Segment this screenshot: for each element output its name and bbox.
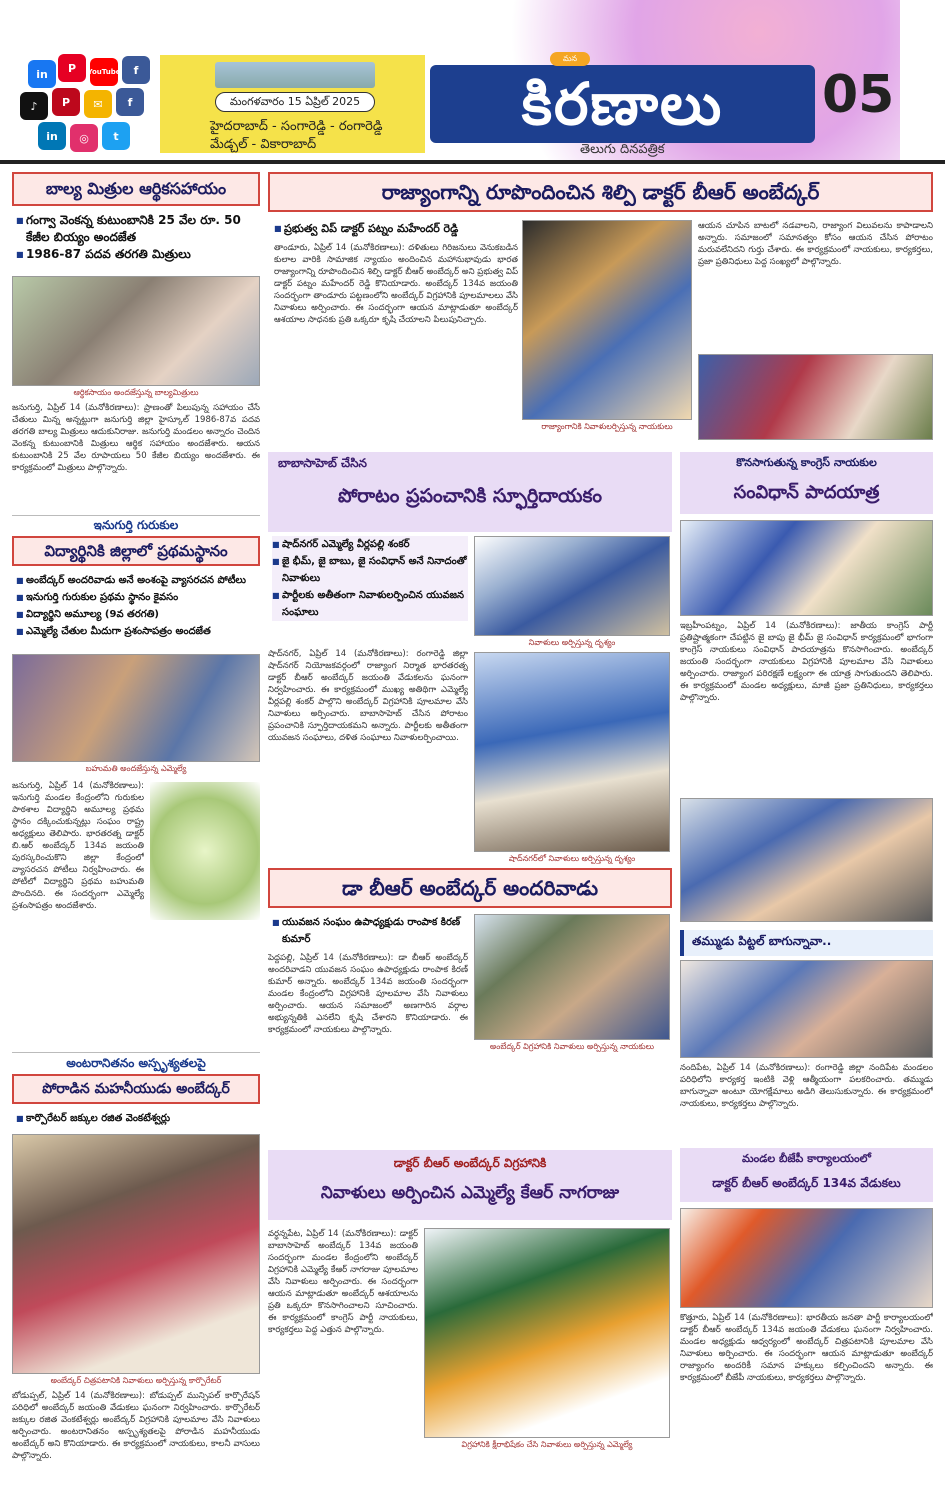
landmark-illustration bbox=[215, 62, 375, 88]
instagram-icon: ◎ bbox=[70, 124, 98, 152]
story-photo bbox=[12, 654, 260, 762]
photo-caption: నివాళులు అర్పిస్తున్న దృశ్యం bbox=[528, 638, 616, 647]
newspaper-logo: కిరణాలు bbox=[430, 65, 815, 143]
story-banner bbox=[268, 452, 672, 532]
story-body: బోడుప్పల్, ఏప్రిల్ 14 (మనోకిరణాలు): బోడుప్పల్ మున్సిపల్ కార్పొరేషన్ పరిధిలో అంబేద్కర్ జయంతి వేడుకలు ఘనంగా నిర్వహించారు. కార్పొరేటర్ జక్కుల రజిత వెంకటేశ్వర్లు అంబేద్కర్ విగ్రహానికి పూలమాల వేసి నివాళులు అర్పించారు. అంటరానితనం అస్పృశ్యతలపై పోరాడిన మహనీయుడు అంబేద్కర్ అని కొనియాడారు. ఈ కార్యక్రమంలో నాయకులు, కాలనీ వాసులు పాల్గొన్నారు. bbox=[12, 1391, 260, 1461]
center-column bbox=[268, 452, 672, 1472]
bullet-item: ■ జై భీమ్, జై బాబు, జై సంవిధాన్ అనే నినాదంతో నివాళులు bbox=[272, 553, 468, 587]
story-photo-2 bbox=[680, 798, 933, 922]
facebook-icon-2: f bbox=[116, 88, 144, 116]
story-body: ఇబ్రహీంపట్నం, ఏప్రిల్ 14 (మనోకిరణాలు): జాతీయ కాంగ్రెస్ పార్టీ ప్రతిష్టాత్మకంగా చేపట్టిన జై బాపు జై భీమ్ జై సంవిధాన్ కార్యక్రమంలో భాగంగా కాంగ్రెస్ నాయకులు సంవిధాన్ పాదయాత్రను కొనసాగించారు. అంబేద్కర్ జయంతి సందర్భంగా నాయకులు విగ్రహానికి పూలమాల వేసి నివాళులు అర్పించారు. రాజ్యాంగ పరిరక్షణే లక్ష్యంగా ఈ యాత్ర సాగుతుందని తెలిపారు. ఈ కార్యక్రమంలో మండల అధ్యక్షులు, మాజీ ప్రజా ప్రతినిధులు, కార్యకర్తలు పాల్గొన్నారు. bbox=[680, 621, 933, 703]
story-body: షాద్‌నగర్, ఏప్రిల్ 14 (మనోకిరణాలు): రంగారెడ్డి జిల్లా షాద్‌నగర్ నియోజకవర్గంలో రాజ్యాంగ నిర్మాత భారతరత్న డాక్టర్ బీఆర్ అంబేద్కర్ జయంతి వేడుకలను ఘనంగా నిర్వహించారు. ఈ కార్యక్రమంలో ముఖ్య అతిథిగా ఎమ్మెల్యే వీర్లపల్లి శంకర్ పాల్గొని అంబేద్కర్ విగ్రహానికి పూలమాల వేసి నివాళులు అర్పించారు. బాబాసాహెబ్ చేసిన పోరాటం ప్రపంచానికి స్ఫూర్తిదాయకమని అన్నారు. పార్టీలకు అతీతంగా యువజన సంఘాలు, దళిత సంఘాలు నివాళులర్పించాయి. bbox=[268, 649, 468, 743]
story-body: జనుగుర్తి, ఏప్రిల్ 14 (మనోకిరణాలు): ప్రాణంతో పిలుపున్న సహాయం చేసే చేతులు మిన్న అన్నట్టుగా జనుగుర్తి జిల్లా హైస్కూల్ 1986-87వ పదవ తరగతి బాల్య మిత్రులు ఆదుకునిరాజు. జనుగుర్తి మండలం అన్నారం చెందిన వెంకన్న కుటుంబానికి మిత్రులు ఆర్థిక సహాయం అందజేశారు. ఆయన కుటుంబానికి 25 వేల రూపాయలు 50 కేజీల బియ్యం అందజేశారు. ఈ కార్యక్రమంలో మిత్రులు పాల్గొన్నారు. bbox=[12, 403, 260, 473]
story-headline: విద్యార్థినికి జిల్లాలో ప్రథమస్థానం bbox=[12, 536, 260, 566]
story-headline: నివాళులు అర్పించిన ఎమ్మెల్యే కేఆర్ నాగరాజు bbox=[320, 1183, 620, 1203]
divider bbox=[12, 515, 260, 516]
story-headline: తమ్ముడు పిట్టల్ బాగున్నావా.. bbox=[680, 930, 933, 956]
issue-date: మంగళవారం 15 ఏప్రిల్ 2025 bbox=[215, 92, 375, 112]
bullet-item: ■ 1986-87 పదవ తరగతి మిత్రులు bbox=[16, 246, 256, 263]
twitter-icon: t bbox=[102, 122, 130, 150]
story-kicker: బాబాసాహెబ్ చేసిన bbox=[278, 456, 367, 470]
lead-story bbox=[268, 172, 933, 442]
story-banner bbox=[680, 1148, 933, 1202]
story-headline: బాల్య మిత్రుల ఆర్థికసహాయం bbox=[12, 172, 260, 206]
bullet-item: ■ షాద్‌నగర్ ఎమ్మెల్యే వీర్లపల్లి శంకర్ bbox=[272, 536, 468, 553]
social-media-cubes bbox=[18, 50, 168, 160]
bullet-item: ■ ఇనుగుర్తి గురుకుల ప్రథమ స్థానం కైవసం bbox=[16, 589, 256, 606]
masthead-rule bbox=[0, 160, 945, 164]
story-photo-2 bbox=[474, 652, 670, 852]
page-number: 05 bbox=[822, 65, 895, 125]
tiktok-icon: ♪ bbox=[20, 92, 48, 120]
story-photo bbox=[12, 276, 260, 386]
bullet-item: ■ విద్యార్థిని అమూల్య (9వ తరగతి) bbox=[16, 606, 256, 623]
story-body: జనుగుర్తి, ఏప్రిల్ 14 (మనోకిరణాలు): ఇనుగుర్తి మండల కేంద్రంలోని గురుకుల పాఠశాల విద్యార్థిని అమూల్య ప్రథమ స్థానం దక్కించుకున్నట్లు సంఘం రాష్ట్ర అధ్యక్షులు తెలిపారు. భారతరత్న డాక్టర్ బి.ఆర్ అంబేద్కర్ 134వ జయంతి పురస్కరించుకొని జిల్లా కేంద్రంలో వ్యాసరచన పోటీలు నిర్వహించారు. ఈ పోటీలో విద్యార్థిని ప్రథమ బహుమతి పొందినది. ఈ సందర్భంగా ఎమ్మెల్యే ప్రశంసాపత్రం అందజేశారు. bbox=[12, 781, 144, 911]
photo-caption: విగ్రహానికి క్షీరాభిషేకం చేసి నివాళులు అర్పిస్తున్న ఎమ్మెల్యే bbox=[461, 1440, 633, 1449]
photo-caption: బహుమతి అందజేస్తున్న ఎమ్మెల్యే bbox=[85, 764, 187, 773]
story-body: నందిపేట, ఏప్రిల్ 14 (మనోకిరణాలు): రంగారెడ్డి జిల్లా నందిపేట మండలం పరిధిలోని కార్యకర్త ఇంటికి వెళ్లి ఆత్మీయంగా పలకరించారు. తమ్ముడు బాగున్నావా అంటూ యోగక్షేమాలు అడిగి తెలుసుకున్నారు. ఈ కార్యక్రమంలో నాయకులు, కార్యకర్తలు పాల్గొన్నారు. bbox=[680, 1063, 933, 1109]
story-body: కొత్తూరు, ఏప్రిల్ 14 (మనోకిరణాలు): భారతీయ జనతా పార్టీ కార్యాలయంలో డాక్టర్ బీఆర్ అంబేద్కర్ 134వ జయంతి వేడుకలు ఘనంగా నిర్వహించారు. మండల అధ్యక్షుడు ఆధ్వర్యంలో అంబేద్కర్ చిత్రపటానికి పూలమాల వేసి నివాళులు అర్పించారు. ఈ సందర్భంగా ఆయన మాట్లాడుతూ అంబేద్కర్ రాజ్యాంగం అందరికీ సమాన హక్కులు కల్పించిందని అన్నారు. ఈ కార్యక్రమంలో బీజేపీ నాయకులు, కార్యకర్తలు పాల్గొన్నారు. bbox=[680, 1313, 933, 1383]
cities-line-1: హైదరాబాద్ - సంగారెడ్డి - రంగారెడ్డి bbox=[210, 119, 383, 134]
story-headline: డాక్టర్ బీఆర్ అంబేద్కర్ 134వ వేడుకలు bbox=[712, 1176, 901, 1190]
bullet-item: ■ ప్రభుత్వ విప్ డాక్టర్ పట్నం మహేందర్ రెడ్డి bbox=[274, 220, 514, 237]
lead-photo-main bbox=[522, 220, 692, 420]
story-kicker: కొనసాగుతున్న కాంగ్రెస్ నాయకుల bbox=[736, 456, 877, 469]
pinterest-icon: P bbox=[58, 54, 86, 82]
leaf-silhouette-illustration bbox=[150, 782, 260, 920]
story-headline: పోరాటం ప్రపంచానికి స్ఫూర్తిదాయకం bbox=[337, 485, 603, 507]
bullet-item: ■ గంగ్వా వెంకన్న కుటుంబానికి 25 వేల రూ. 50 కేజీల బియ్యం అందజేత bbox=[16, 212, 256, 246]
bullet-item: ■ కార్పొరేటర్ జక్కుల రజిత వెంకటేశ్వర్లు bbox=[16, 1110, 256, 1127]
story-headline: పోరాడిన మహనీయుడు అంబేద్కర్ bbox=[12, 1074, 260, 1104]
story-banner bbox=[268, 1150, 672, 1220]
story-photo bbox=[12, 1134, 260, 1374]
story-bullets bbox=[272, 536, 468, 621]
story-photo bbox=[680, 520, 933, 616]
left-column bbox=[12, 172, 260, 1472]
photo-caption: రాజ్యాంగానికి నివాళులర్పిస్తున్న నాయకులు bbox=[541, 422, 673, 431]
lead-body-2: ఆయన చూపిన బాటలో నడవాలని, రాజ్యాంగ విలువలను కాపాడాలని అన్నారు. సమాజంలో సమానత్వం కోసం ఆయన చేసిన పోరాటం మరువలేనిదని గుర్తు చేశారు. ఈ కార్యక్రమంలో నాయకులు, కార్యకర్తలు, ప్రజా ప్రతినిధులు పెద్ద సంఖ్యలో పాల్గొన్నారు. bbox=[698, 221, 933, 267]
linkedin-icon-2: in bbox=[38, 122, 66, 150]
story-kicker: అంటరానితనం అస్పృశ్యతలపై bbox=[66, 1056, 206, 1070]
linkedin-icon: in bbox=[28, 60, 56, 88]
story-body: వర్ధన్నపేట, ఏప్రిల్ 14 (మనోకిరణాలు): డాక్టర్ బాబాసాహెబ్ అంబేద్కర్ 134వ జయంతి సందర్భంగా మండల కేంద్రంలోని అంబేద్కర్ విగ్రహానికి ఎమ్మెల్యే కేఆర్ నాగరాజు పూలమాల వేసి నివాళులు అర్పించారు. ఈ సందర్భంగా ఆయన మాట్లాడుతూ అంబేద్కర్ ఆశయాలను ప్రతి ఒక్కరూ కొనసాగించాలని సూచించారు. ఈ కార్యక్రమంలో కాంగ్రెస్ పార్టీ నాయకులు, కార్యకర్తలు పెద్ద ఎత్తున పాల్గొన్నారు. bbox=[268, 1229, 418, 1335]
story-headline: డా బీఆర్ అంబేద్కర్ అందరివాడు bbox=[268, 868, 672, 908]
story-banner bbox=[680, 452, 933, 514]
bullet-item: ■ యువజన సంఘం ఉపాధ్యక్షుడు రాంపాక కిరణ్ కుమార్ bbox=[272, 914, 468, 948]
divider bbox=[12, 1052, 260, 1053]
story-bullets bbox=[16, 572, 256, 640]
mail-icon: ✉ bbox=[84, 90, 112, 118]
lead-photo-2 bbox=[698, 354, 933, 440]
photo-caption: అంబేద్కర్ చిత్రపటానికి నివాళులు అర్పిస్తున్న కార్పొరేటర్ bbox=[50, 1376, 222, 1385]
photo-caption: షాద్‌నగర్‌లో నివాళులు అర్పిస్తున్న దృశ్యం bbox=[508, 854, 636, 863]
newspaper-subtitle: తెలుగు దినపత్రిక bbox=[580, 142, 665, 157]
masthead bbox=[0, 0, 945, 165]
story-kicker: ఇనుగుర్తి గురుకుల bbox=[93, 518, 179, 532]
cities-line-2: మేడ్చల్ - వికారాబాద్ bbox=[210, 137, 317, 152]
story-photo bbox=[680, 960, 933, 1058]
story-bullets bbox=[16, 212, 256, 263]
facebook-icon: f bbox=[122, 56, 150, 84]
logo-tag: మన bbox=[550, 52, 590, 66]
lead-headline: రాజ్యాంగాన్ని రూపొందించిన శిల్పి డాక్టర్ బీఆర్ అంబేద్కర్ bbox=[268, 172, 933, 212]
bullet-item: ■ ఎమ్మెల్యే చేతుల మీదుగా ప్రశంసాపత్రం అందజేత bbox=[16, 623, 256, 640]
youtube-icon: YouTube bbox=[90, 58, 118, 86]
edition-cities bbox=[210, 118, 425, 154]
story-kicker: డాక్టర్ బీఆర్ అంబేద్కర్ విగ్రహానికి bbox=[393, 1156, 547, 1170]
photo-caption: అంబేద్కర్ విగ్రహానికి నివాళులు అర్పిస్తున్న నాయకులు bbox=[489, 1042, 655, 1051]
pinterest-icon-2: P bbox=[52, 88, 80, 116]
bullet-item: ■ అంబేద్కర్ అందరివాడు అనే అంశంపై వ్యాసరచన పోటీలు bbox=[16, 572, 256, 589]
bullet-item: ■ పార్టీలకు అతీతంగా నివాళులర్పించిన యువజన సంఘాలు bbox=[272, 587, 468, 621]
story-kicker: మండల బీజేపీ కార్యాలయంలో bbox=[742, 1152, 871, 1165]
story-photo bbox=[474, 914, 670, 1040]
lead-body-1: తాండూరు, ఏప్రిల్ 14 (మనోకిరణాలు): దళితులు గిరిజనులు వెనుకబడిన కులాల వారికి సామాజిక న్యాయం అందించిన మహానుభావుడు భారత రాజ్యాంగాన్ని రూపొందించిన శిల్పి డాక్టర్ బీఆర్ అంబేద్కర్ అని ప్రభుత్వ విప్ డాక్టర్ పట్నం మహేందర్ రెడ్డి కొనియాడారు. అంబేద్కర్ 134వ జయంతి సందర్భంగా తాండూరు పట్టణంలోని అంబేద్కర్ విగ్రహానికి పూలమాలలు వేసి నివాళులు అర్పించారు. ఈ సందర్భంగా ఆయన మాట్లాడుతూ అంబేద్కర్ ఆశయాల సాధనకు ప్రతి ఒక్కరూ కృషి చేయాలని పిలుపునిచ్చారు. bbox=[274, 243, 518, 325]
story-headline: సంవిధాన్ పాదయాత్ర bbox=[733, 482, 880, 503]
story-bullets bbox=[16, 1110, 256, 1127]
story-photo bbox=[680, 1208, 933, 1308]
right-column bbox=[680, 452, 933, 1472]
story-body: పెద్దపల్లి, ఏప్రిల్ 14 (మనోకిరణాలు): డా బీఆర్ అంబేద్కర్ అందరివాడని యువజన సంఘం ఉపాధ్యక్షుడు రాంపాక కిరణ్ కుమార్ అన్నారు. అంబేద్కర్ 134వ జయంతి సందర్భంగా మండల కేంద్రంలోని విగ్రహానికి పూలమాల వేసి నివాళులు అర్పించారు. ఆయన సమాజంలో అణగారిన వర్గాల అభ్యున్నతికి ఎనలేని కృషి చేశారని కొనియాడారు. ఈ కార్యక్రమంలో నాయకులు పాల్గొన్నారు. bbox=[268, 953, 468, 1035]
photo-caption: ఆర్థికసాయం అందజేస్తున్న బాల్యమిత్రులు bbox=[73, 388, 199, 397]
story-photo bbox=[474, 536, 670, 636]
story-bullets bbox=[272, 914, 468, 948]
story-photo bbox=[424, 1228, 670, 1438]
